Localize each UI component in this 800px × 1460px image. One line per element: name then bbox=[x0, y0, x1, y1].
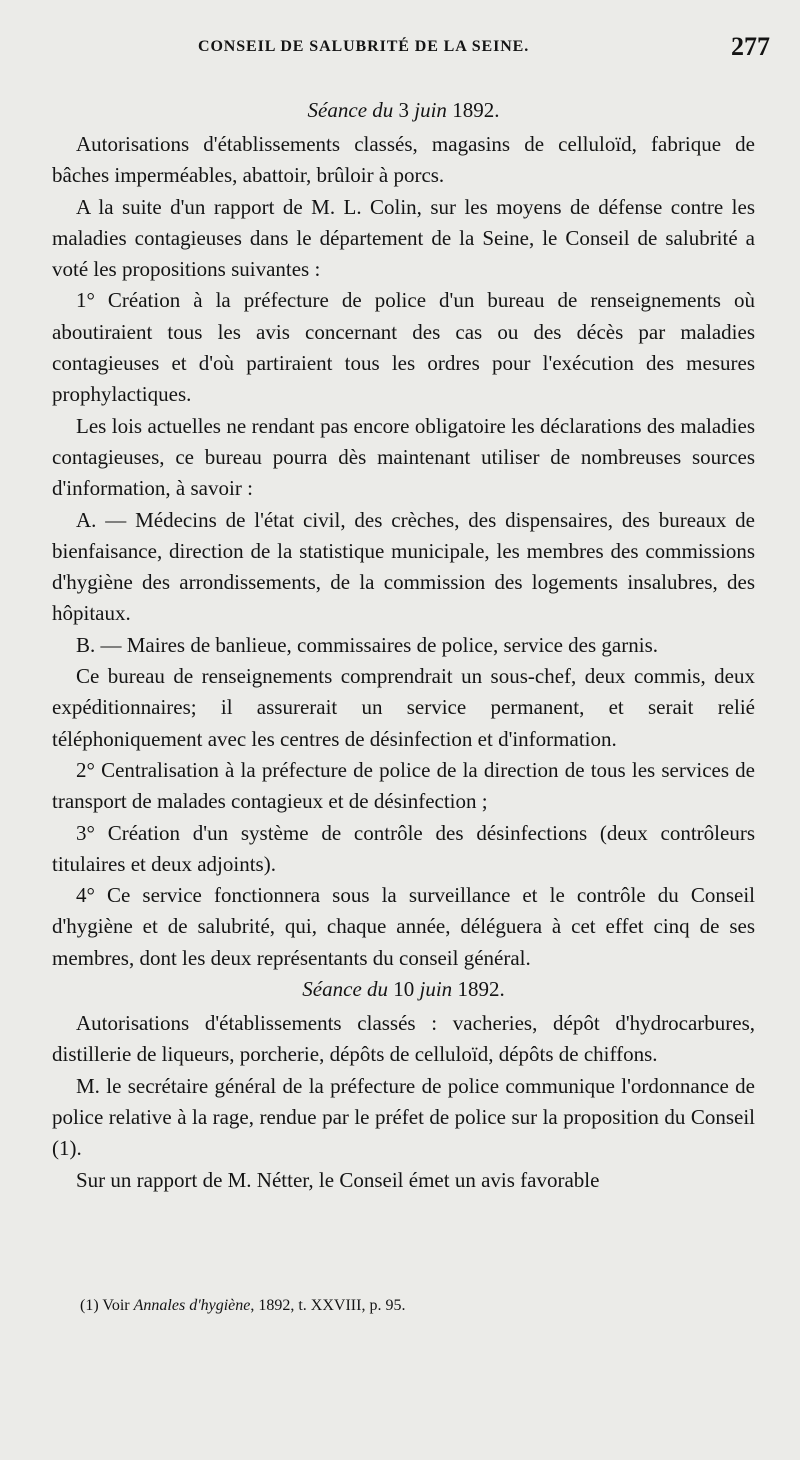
page-number: 277 bbox=[731, 32, 770, 61]
page-body bbox=[52, 95, 755, 1196]
footnote: (1) Voir Annales d'hygiène, 1892, t. XXVIII, p. 95. bbox=[80, 1297, 406, 1314]
paragraph: 3° Création d'un système de contrôle des désinfections (deux contrôleurs titulaires et deux adjoints). bbox=[52, 820, 755, 876]
paragraph: Sur un rapport de M. Nétter, le Conseil émet un avis favorable bbox=[76, 1167, 600, 1192]
paragraph: M. le secrétaire général de la préfecture de police communique l'ordonnance de police relative à la rage, rendue par le préfet de police sur la proposition du Conseil (1). bbox=[52, 1073, 755, 1161]
paragraph: Les lois actuelles ne rendant pas encore obligatoire les déclarations des maladies contagieuses, ce bureau pourra dès maintenant utiliser de nombreuses sources d'information, à savoir : bbox=[52, 413, 755, 501]
paragraph: A. — Médecins de l'état civil, des crèches, des dispensaires, des bureaux de bienfaisance, direction de la statistique municipale, les membres des commissions d'hygiène des arrondissements, de la commission des logements insalubres, des hôpitaux. bbox=[52, 507, 755, 626]
paragraph: Autorisations d'établissements classés : vacheries, dépôt d'hydrocarbures, distillerie de liqueurs, porcherie, dépôts de celluloïd, dépôts de chiffons. bbox=[52, 1011, 755, 1067]
session-heading-2: Séance du 10 juin 1892. bbox=[302, 977, 505, 1002]
paragraph: A la suite d'un rapport de M. L. Colin, sur les moyens de défense contre les maladies contagieuses dans le département de la Seine, le Conseil de salubrité a voté les propositions suivantes : bbox=[52, 194, 755, 282]
session-heading-1: Séance du 3 juin 1892. bbox=[307, 98, 500, 122]
paragraph: 2° Centralisation à la préfecture de police de la direction de tous les services de transport de malades contagieux et de désinfection ; bbox=[52, 757, 755, 814]
running-title: CONSEIL DE SALUBRITÉ DE LA SEINE. bbox=[198, 38, 530, 55]
paragraph: Autorisations d'établissements classés, magasins de celluloïd, fabrique de bâches imperméables, abattoir, brûloir à porcs. bbox=[52, 132, 755, 188]
paragraph: 1° Création à la préfecture de police d'un bureau de renseignements où aboutiraient tous les avis concernant des cas ou des décès par maladies contagieuses et d'où partiraient tous les ordres pour l'exécution des mesures prophylactiques. bbox=[52, 288, 755, 407]
paragraph: Ce bureau de renseignements comprendrait un sous-chef, deux commis, deux expéditionnaires; il assurerait un service permanent, et serait relié téléphoniquement avec les centres de désinfection et d'information. bbox=[52, 664, 755, 751]
paragraph: 4° Ce service fonctionnera sous la surveillance et le contrôle du Conseil d'hygiène et de salubrité, qui, chaque année, déléguera à cet effet cinq de ses membres, dont les deux représentants du conseil général. bbox=[52, 883, 755, 970]
page-header bbox=[48, 32, 770, 70]
paragraph: B. — Maires de banlieue, commissaires de police, service des garnis. bbox=[76, 632, 658, 657]
